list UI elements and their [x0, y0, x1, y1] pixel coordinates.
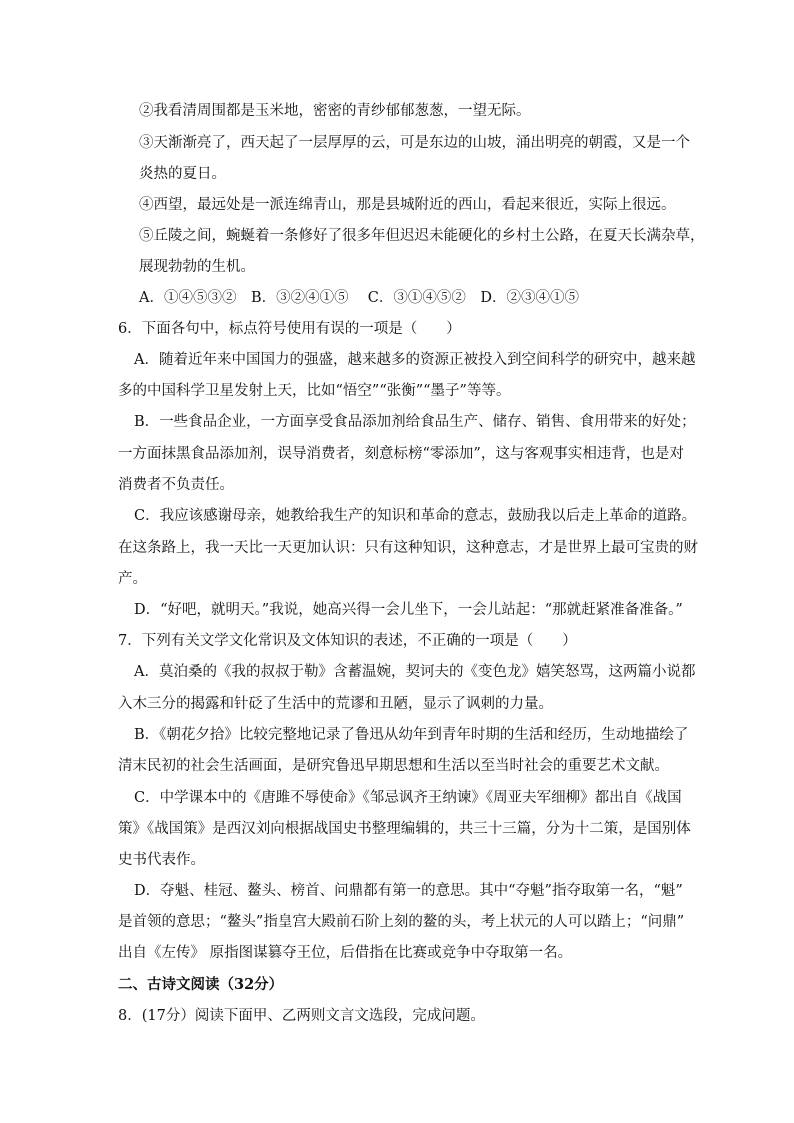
- text-line: ④西望，最远处是一派连绵青山，那是县城附近的西山，看起来很近，实际上很远。: [139, 197, 676, 213]
- question-6: 6．下面各句中，标点符号使用有误的一项是（ ）: [118, 321, 461, 337]
- option-d: D．“好吧，就明天。”我说，她高兴得一会儿坐下，一会儿站起：“那就赶紧准备准备。”: [134, 602, 683, 618]
- text-line: ③天渐渐亮了，西天起了一层厚厚的云，可是东边的山坡，涌出明亮的朝霞，又是一个: [139, 135, 690, 151]
- text-line: 史书代表作。: [118, 852, 205, 868]
- text-line: 清末民初的社会生活画面，是研究鲁迅早期思想和生活以至当时社会的重要艺术文献。: [118, 758, 669, 774]
- option-d: D．夺魁、桂冠、鳌头、榜首、问鼎都有第一的意思。其中“夺魁”指夺取第一名，“魁”: [134, 883, 683, 899]
- text-line: 炎热的夏日。: [139, 166, 226, 182]
- option-b: B．《朝花夕拾》比较完整地记录了鲁迅从幼年到青年时期的生活和经历，生动地描绘了: [134, 727, 689, 743]
- text-line: ⑤丘陵之间，蜿蜒着一条修好了很多年但迟迟未能硬化的乡村土公路，在夏天长满杂草，: [139, 228, 705, 244]
- text-line: 产。: [118, 571, 147, 587]
- text-line: 多的中国科学卫星发射上天，比如“悟空”“张衡”“墨子”等等。: [118, 383, 511, 399]
- option-b: B．一些食品企业，一方面享受食品添加剂给食品生产、储存、销售、食用带来的好处；: [134, 414, 696, 430]
- text-line: 是首领的意思；“鳌头”指皇宫大殿前石阶上刻的鳌的头，考上状元的人可以踏上；“问鼎”: [118, 914, 685, 930]
- text-line: 消费者不负责任。: [118, 477, 234, 493]
- text-line: 策》《战国策》是西汉刘向根据战国史书整理编辑的，共三十三篇，分为十二策，是国别体: [118, 821, 691, 837]
- option-c: C．我应该感谢母亲，她教给我生产的知识和革命的意志，鼓励我以后走上革命的道路。: [134, 508, 697, 524]
- question-8: 8．(17分）阅读下面甲、乙两则文言文选段，完成问题。: [118, 1008, 485, 1024]
- text-line: ②我看清周围都是玉米地，密密的青纱郁郁葱葱，一望无际。: [139, 103, 531, 119]
- option-a: A．莫泊桑的《我的叔叔于勒》含蓄温婉，契诃夫的《变色龙》嬉笑怒骂，这两篇小说都: [134, 664, 696, 680]
- option-c: C．中学课本中的《唐雎不辱使命》《邹忌讽齐王纳谏》《周亚夫军细柳》都出自《战国: [134, 790, 682, 806]
- answer-options: A．①④⑤③② B．③②④①⑤ C．③①④⑤② D．②③④①⑤: [139, 290, 579, 306]
- text-line: 展现勃勃的生机。: [139, 259, 255, 275]
- text-line: 在这条路上，我一天比一天更加认识：只有这种知识，这种意志，才是世界上最可宝贵的财: [118, 540, 698, 556]
- text-line: 一方面抹黑食品添加剂，误导消费者，刻意标榜“零添加”，这与客观事实相违背，也是对: [118, 446, 684, 462]
- text-line: 出自《左传》 原指图谋篡夺王位，后借指在比赛或竞争中夺取第一名。: [118, 945, 573, 961]
- text-line: 入木三分的揭露和针砭了生活中的荒谬和丑陋，显示了讽刺的力量。: [118, 696, 553, 712]
- question-7: 7．下列有关文学文化常识及文体知识的表述，不正确的一项是（ ）: [118, 633, 577, 649]
- section-heading: 二、古诗文阅读（32分）: [118, 976, 284, 993]
- option-a: A．随着近年来中国国力的强盛，越来越多的资源正被投入到空间科学的研究中，越来越: [134, 352, 696, 368]
